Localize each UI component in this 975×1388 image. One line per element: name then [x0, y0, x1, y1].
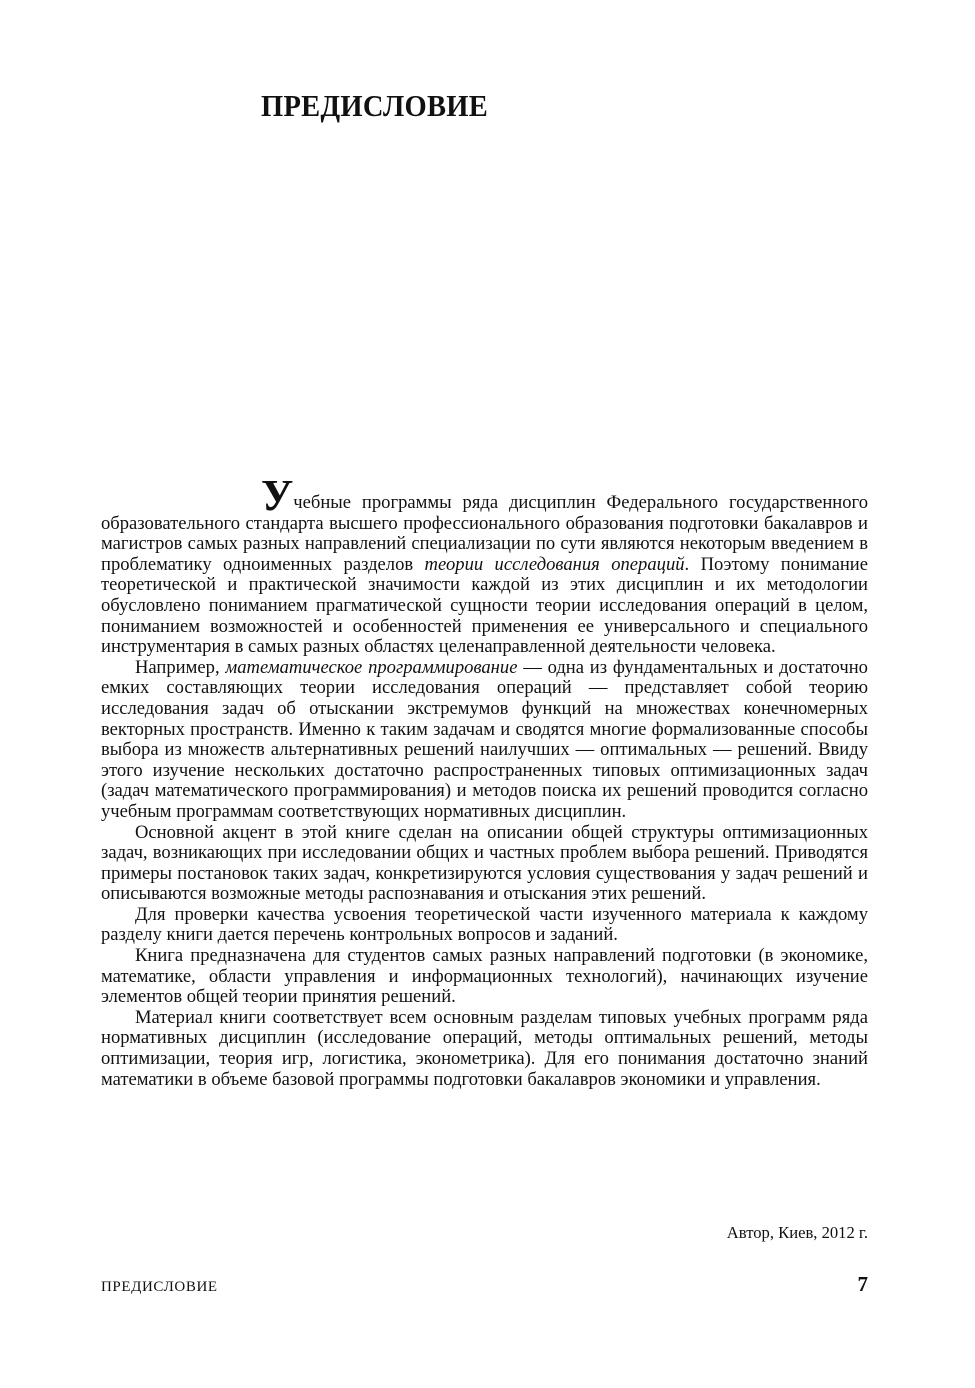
- paragraph-4: Для проверки качества усвоения теоретической части изученного материала к каждому разделу книги дается перечень контрольных вопросов и заданий.: [101, 903, 868, 946]
- paragraph-2-emphasis: математическое программирование: [225, 656, 518, 678]
- page-number: 7: [857, 1272, 868, 1296]
- paragraph-1-rest: . Поэтому понимание теоретической и практической значимости каждой из этих дисциплин и их методологии обусловлено пониманием прагматической сущности теории исследования операций в целом, пониманием возможностей и особенностей применения ее универсального и специального инструментария в самых разных областях целенаправленной деятельности человека.: [101, 553, 868, 658]
- paragraph-2-rest: — одна из фундаментальных и достаточно емких составляющих теории исследования операций — представляет собой теорию исследования задач об отыскании экстремумов функций на множествах конечномерных векторных пространств. Именно к таким задачам и сводятся многие формализованные способы выбора из множеств альтернативных решений наилучших — оптимальных — решений. Ввиду этого изучение нескольких достаточно распространенных типовых оптимизационных задач (задач математического программирования) и методов поиска их решений проводится согласно учебным программам соответствующих нормативных дисциплин.: [101, 656, 868, 822]
- drop-cap: У: [261, 471, 294, 520]
- body-text: [101, 471, 868, 1090]
- paragraph-5: Книга предназначена для студентов самых разных направлений подготовки (в экономике, математике, области управления и информационных технологий), начинающих изучение элементов общей теории принятия решений.: [101, 945, 868, 1008]
- page-title: ПРЕДИСЛОВИЕ: [261, 88, 489, 123]
- paragraph-2-start: Например,: [135, 656, 220, 678]
- author-signature: Автор, Киев, 2012 г.: [726, 1223, 868, 1242]
- running-head: ПРЕДИСЛОВИЕ: [101, 1279, 218, 1295]
- paragraph-6: Материал книги соответствует всем основным разделам типовых учебных программ ряда нормативных дисциплин (исследование операций, методы оптимальных решений, методы оптимизации, теория игр, логистика, эконометрика). Для его понимания достаточно знаний математики в объеме базовой программы подготовки бакалавров экономики и управления.: [101, 1006, 868, 1090]
- paragraph-1-text: чебные программы ряда дисциплин Федерального государственного образовательного стандарта высшего профессионального образования подготовки бакалавров и магистров самых разных направлений специализации по сути являются некоторым введением в проблематику одноименных разделов: [101, 492, 868, 575]
- paragraph-3: Основной акцент в этой книге сделан на описании общей структуры оптимизационных задач, возникающих при исследовании общих и частных проблем выбора решений. Приводятся примеры постановок таких задач, конкретизируются условия существования у задач решений и описываются возможные методы распознавания и отыскания этих решений.: [101, 821, 868, 905]
- paragraph-2: [101, 658, 868, 823]
- paragraph-1: [101, 471, 868, 658]
- paragraph-1-emphasis: теории исследования операций: [424, 553, 685, 575]
